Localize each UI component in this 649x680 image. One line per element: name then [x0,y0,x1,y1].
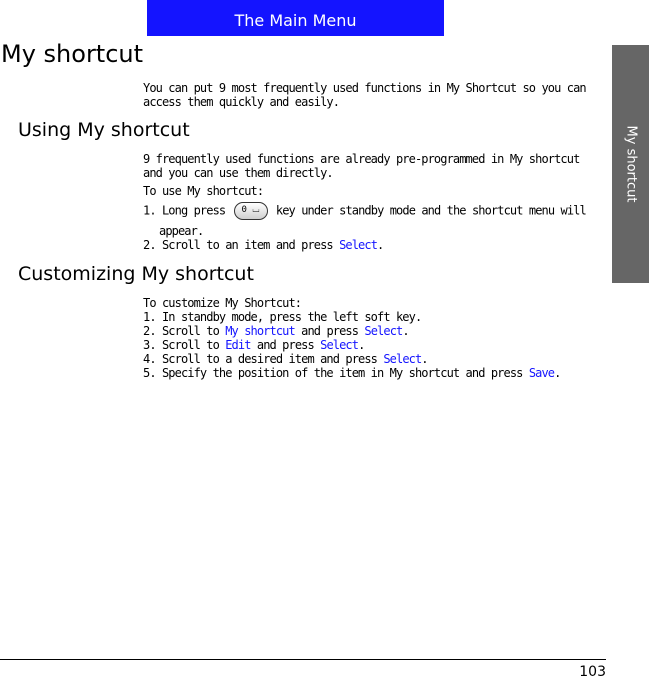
customizing-step-2-punct: . [402,324,409,338]
customizing-step-4-punct: . [421,352,428,366]
footer-divider [0,659,606,660]
customizing-step-2-text-b: and press [301,324,359,338]
using-step-2-text: 2. Scroll to an item and press [143,238,333,252]
my-shortcut-link[interactable]: My shortcut [225,324,295,338]
customizing-step-4-text: 4. Scroll to a desired item and press [143,352,378,366]
using-description: 9 frequently used functions are already pre-programmed in My shortcut and you can use them directly. [143,152,580,180]
section-heading-using: Using My shortcut [18,119,190,141]
customizing-step-3-text-a: 3. Scroll to [143,338,219,352]
using-step-2 [143,238,603,252]
intro-text: You can put 9 most frequently used functions in My Shortcut so you can access them quickly and easily. [143,81,586,109]
section-customizing-body [143,296,603,380]
edit-link[interactable]: Edit [225,338,251,352]
customizing-step-5-punct: . [554,366,561,380]
intro-paragraph [143,81,603,109]
using-step-2-punct: . [377,238,384,252]
customizing-step-5-text: 5. Specify the position of the item in My shortcut and press [143,366,523,380]
using-step-1 [143,202,603,220]
customizing-lead: To customize My Shortcut: [143,296,302,310]
customizing-step-3-punct: . [358,338,365,352]
page-title: My shortcut [1,40,144,68]
zero-key-icon [234,202,268,220]
side-section-tab-label: My shortcut [623,125,638,203]
page-number: 103 [579,664,606,680]
customizing-step-2 [143,324,603,338]
customizing-step-2-text-a: 2. Scroll to [143,324,219,338]
using-step-1-text-a: 1. Long press [143,203,226,218]
side-section-tab[interactable] [612,45,649,283]
using-step-1-text-b: key under standby mode and the shortcut menu will [275,203,586,218]
customizing-step-1: 1. In standby mode, press the left soft key. [143,310,422,324]
customizing-step-4 [143,352,603,366]
zero-key-label: 0 ⌴ [241,205,260,215]
customizing-step-3-text-b: and press [256,338,314,352]
using-lead: To use My shortcut: [143,184,264,198]
main-menu-tab-label: The Main Menu [234,10,357,30]
select-link[interactable]: Select [383,352,422,366]
section-heading-customizing: Customizing My shortcut [18,263,254,285]
main-menu-tab[interactable] [147,0,444,36]
using-step-1-wrap: appear. [159,224,204,238]
save-link[interactable]: Save [528,366,555,380]
customizing-step-5 [143,366,603,380]
customizing-step-3 [143,338,603,352]
select-link[interactable]: Select [320,338,359,352]
select-link[interactable]: Select [339,238,378,252]
select-link[interactable]: Select [364,324,403,338]
section-using-body [143,152,603,252]
